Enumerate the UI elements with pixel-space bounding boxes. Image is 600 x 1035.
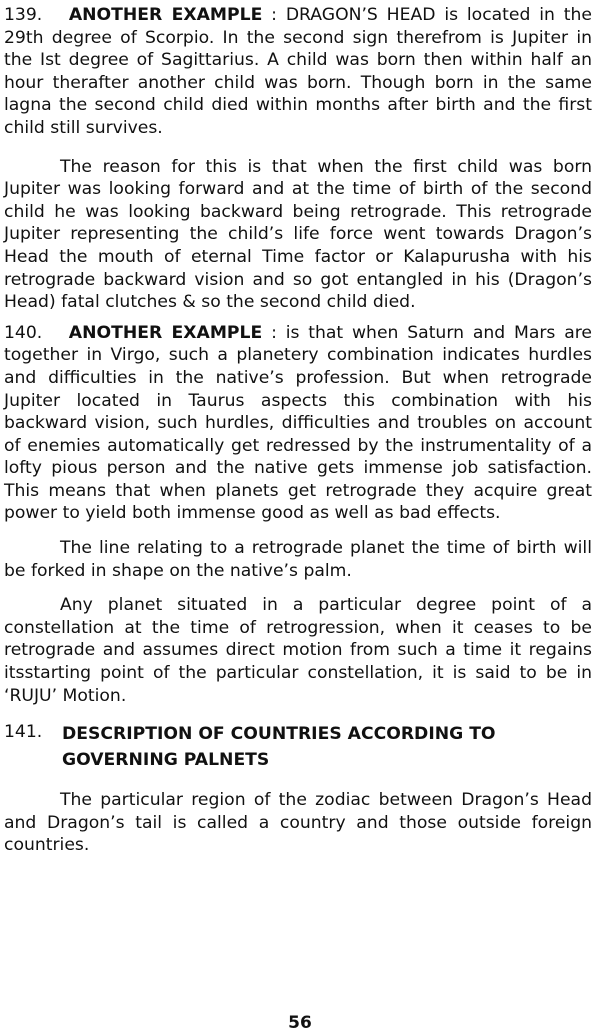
section-141-heading: DESCRIPTION OF COUNTRIES ACCORDING TO GOVERNING PALNETS: [62, 724, 496, 771]
section-139-text: : DRAGON’S HEAD is located in the 29th degree of Scorpio. In the second sign therefrom is Jupiter in the Ist degree of Sagittarius. A child was born then within half an hour therafter another child was born. Though born in the same lagna the second child died within months after birth and the first child still survives.: [4, 5, 592, 138]
page-number: 56: [288, 1013, 312, 1033]
section-139-heading: ANOTHER EXAMPLE: [68, 5, 263, 25]
section-140-text: : is that when Saturn and Mars are together in Virgo, such a planetery combination indicates hurdles and difficulties in the native’s profession. But when retrograde Jupiter located in Taurus aspects this combination with his backward vision, such hurdles, difficulties and troubles on account of enemies automatically get redressed by the instrumentality of a lofty pious person and the native gets immense job satisfaction. This means that when planets get retrograde they acquire great power to yield both immense good as well as bad effects.: [4, 322, 593, 524]
section-141-number: 141.: [4, 722, 43, 743]
section-139-paragraph-2: The reason for this is that when the first child was born Jupiter was looking forward and at the time of birth of the second child he was looking backward being retrograde. This retrograde Jupiter representing the child’s life force went towards Dragon’s Head the mouth of eternal Time factor or Kalapurusha with his retrograde backward vision and so got entangled in his (Dragon’s Head) fatal clutches & so the second child died.: [4, 156, 592, 313]
section-140-paragraph-3: Any planet situated in a particular degree point of a constellation at the time of retrogression, when it ceases to be retrograde and assumes direct motion from such a time it regains itsstarting point of the particular constellation, it is said to be in ‘RUJU’ Motion.: [4, 595, 592, 706]
section-141-paragraph: The particular region of the zodiac between Dragon’s Head and Dragon’s tail is called a country and those outside foreign countries.: [4, 790, 592, 856]
section-140-paragraph-2: The line relating to a retrograde planet the time of birth will be forked in shape on the native’s palm.: [4, 538, 592, 581]
section-141-title: [4, 721, 592, 773]
section-139-number: 139.: [4, 5, 43, 25]
section-140-heading: ANOTHER EXAMPLE: [68, 322, 263, 343]
section-139-paragraph: [4, 4, 592, 140]
section-140-number: 140.: [4, 322, 43, 343]
section-140-paragraph: [4, 322, 592, 525]
